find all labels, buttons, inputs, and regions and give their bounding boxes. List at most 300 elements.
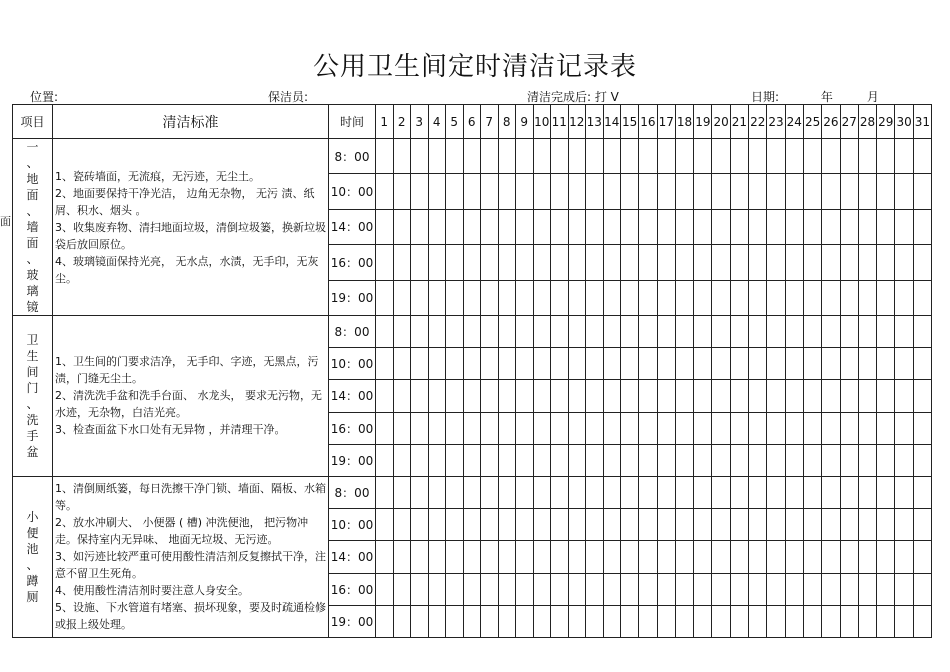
check-cell[interactable] [803, 605, 821, 637]
check-cell[interactable] [568, 174, 586, 209]
check-cell[interactable] [481, 476, 499, 508]
check-cell[interactable] [785, 444, 803, 476]
check-cell[interactable] [822, 316, 840, 348]
check-cell[interactable] [551, 139, 569, 174]
check-cell[interactable] [376, 245, 394, 280]
check-cell[interactable] [376, 476, 394, 508]
check-cell[interactable] [877, 573, 895, 605]
check-cell[interactable] [694, 380, 712, 412]
check-cell[interactable] [428, 245, 446, 280]
check-cell[interactable] [621, 605, 639, 637]
check-cell[interactable] [675, 509, 693, 541]
check-cell[interactable] [533, 573, 551, 605]
check-cell[interactable] [657, 209, 675, 244]
check-cell[interactable] [694, 280, 712, 315]
check-cell[interactable] [694, 541, 712, 573]
check-cell[interactable] [858, 573, 876, 605]
check-cell[interactable] [694, 605, 712, 637]
check-cell[interactable] [498, 174, 516, 209]
check-cell[interactable] [822, 509, 840, 541]
check-cell[interactable] [767, 541, 785, 573]
check-cell[interactable] [411, 245, 429, 280]
check-cell[interactable] [463, 444, 481, 476]
check-cell[interactable] [858, 348, 876, 380]
check-cell[interactable] [877, 245, 895, 280]
check-cell[interactable] [603, 605, 621, 637]
check-cell[interactable] [877, 412, 895, 444]
check-cell[interactable] [568, 139, 586, 174]
check-cell[interactable] [749, 573, 767, 605]
check-cell[interactable] [785, 245, 803, 280]
check-cell[interactable] [712, 174, 730, 209]
check-cell[interactable] [822, 605, 840, 637]
check-cell[interactable] [840, 476, 858, 508]
check-cell[interactable] [730, 541, 748, 573]
check-cell[interactable] [463, 348, 481, 380]
check-cell[interactable] [877, 476, 895, 508]
check-cell[interactable] [840, 412, 858, 444]
check-cell[interactable] [657, 605, 675, 637]
check-cell[interactable] [621, 412, 639, 444]
check-cell[interactable] [694, 245, 712, 280]
check-cell[interactable] [749, 316, 767, 348]
check-cell[interactable] [446, 412, 464, 444]
check-cell[interactable] [568, 541, 586, 573]
check-cell[interactable] [376, 380, 394, 412]
check-cell[interactable] [393, 174, 411, 209]
check-cell[interactable] [498, 573, 516, 605]
check-cell[interactable] [749, 444, 767, 476]
check-cell[interactable] [895, 245, 913, 280]
check-cell[interactable] [767, 444, 785, 476]
check-cell[interactable] [551, 348, 569, 380]
check-cell[interactable] [803, 174, 821, 209]
check-cell[interactable] [657, 444, 675, 476]
check-cell[interactable] [481, 209, 499, 244]
check-cell[interactable] [411, 280, 429, 315]
check-cell[interactable] [913, 139, 931, 174]
check-cell[interactable] [657, 139, 675, 174]
check-cell[interactable] [393, 444, 411, 476]
check-cell[interactable] [463, 209, 481, 244]
check-cell[interactable] [785, 605, 803, 637]
check-cell[interactable] [877, 444, 895, 476]
check-cell[interactable] [533, 380, 551, 412]
check-cell[interactable] [411, 605, 429, 637]
check-cell[interactable] [877, 380, 895, 412]
check-cell[interactable] [639, 245, 657, 280]
check-cell[interactable] [586, 209, 604, 244]
check-cell[interactable] [858, 209, 876, 244]
check-cell[interactable] [803, 245, 821, 280]
check-cell[interactable] [840, 509, 858, 541]
check-cell[interactable] [463, 139, 481, 174]
check-cell[interactable] [858, 509, 876, 541]
check-cell[interactable] [895, 209, 913, 244]
check-cell[interactable] [376, 139, 394, 174]
check-cell[interactable] [858, 139, 876, 174]
check-cell[interactable] [516, 476, 534, 508]
check-cell[interactable] [767, 509, 785, 541]
check-cell[interactable] [767, 605, 785, 637]
check-cell[interactable] [712, 605, 730, 637]
check-cell[interactable] [694, 412, 712, 444]
check-cell[interactable] [730, 280, 748, 315]
check-cell[interactable] [533, 174, 551, 209]
check-cell[interactable] [533, 412, 551, 444]
check-cell[interactable] [822, 139, 840, 174]
check-cell[interactable] [393, 139, 411, 174]
check-cell[interactable] [586, 412, 604, 444]
check-cell[interactable] [840, 444, 858, 476]
check-cell[interactable] [895, 316, 913, 348]
check-cell[interactable] [393, 380, 411, 412]
check-cell[interactable] [428, 573, 446, 605]
check-cell[interactable] [376, 412, 394, 444]
check-cell[interactable] [822, 174, 840, 209]
check-cell[interactable] [675, 316, 693, 348]
check-cell[interactable] [621, 541, 639, 573]
check-cell[interactable] [913, 348, 931, 380]
check-cell[interactable] [694, 509, 712, 541]
check-cell[interactable] [877, 139, 895, 174]
check-cell[interactable] [694, 348, 712, 380]
check-cell[interactable] [551, 573, 569, 605]
check-cell[interactable] [822, 280, 840, 315]
check-cell[interactable] [621, 209, 639, 244]
check-cell[interactable] [858, 476, 876, 508]
check-cell[interactable] [533, 209, 551, 244]
check-cell[interactable] [803, 280, 821, 315]
check-cell[interactable] [877, 605, 895, 637]
check-cell[interactable] [767, 245, 785, 280]
check-cell[interactable] [516, 316, 534, 348]
check-cell[interactable] [858, 245, 876, 280]
check-cell[interactable] [621, 316, 639, 348]
check-cell[interactable] [639, 174, 657, 209]
check-cell[interactable] [803, 573, 821, 605]
check-cell[interactable] [621, 139, 639, 174]
check-cell[interactable] [551, 209, 569, 244]
check-cell[interactable] [446, 209, 464, 244]
check-cell[interactable] [657, 412, 675, 444]
check-cell[interactable] [376, 209, 394, 244]
check-cell[interactable] [516, 573, 534, 605]
check-cell[interactable] [840, 380, 858, 412]
check-cell[interactable] [621, 280, 639, 315]
check-cell[interactable] [393, 209, 411, 244]
check-cell[interactable] [428, 139, 446, 174]
check-cell[interactable] [694, 174, 712, 209]
check-cell[interactable] [730, 509, 748, 541]
check-cell[interactable] [516, 509, 534, 541]
check-cell[interactable] [621, 380, 639, 412]
check-cell[interactable] [730, 348, 748, 380]
check-cell[interactable] [694, 573, 712, 605]
check-cell[interactable] [895, 605, 913, 637]
check-cell[interactable] [463, 476, 481, 508]
check-cell[interactable] [895, 573, 913, 605]
check-cell[interactable] [895, 139, 913, 174]
check-cell[interactable] [675, 476, 693, 508]
check-cell[interactable] [803, 139, 821, 174]
check-cell[interactable] [411, 476, 429, 508]
check-cell[interactable] [516, 348, 534, 380]
check-cell[interactable] [481, 412, 499, 444]
check-cell[interactable] [376, 444, 394, 476]
check-cell[interactable] [568, 245, 586, 280]
check-cell[interactable] [675, 280, 693, 315]
check-cell[interactable] [840, 348, 858, 380]
check-cell[interactable] [675, 412, 693, 444]
check-cell[interactable] [675, 605, 693, 637]
check-cell[interactable] [749, 605, 767, 637]
check-cell[interactable] [481, 348, 499, 380]
check-cell[interactable] [913, 476, 931, 508]
check-cell[interactable] [621, 509, 639, 541]
check-cell[interactable] [498, 380, 516, 412]
check-cell[interactable] [767, 348, 785, 380]
check-cell[interactable] [749, 209, 767, 244]
check-cell[interactable] [428, 380, 446, 412]
check-cell[interactable] [749, 541, 767, 573]
check-cell[interactable] [463, 280, 481, 315]
check-cell[interactable] [877, 316, 895, 348]
check-cell[interactable] [895, 541, 913, 573]
check-cell[interactable] [428, 605, 446, 637]
check-cell[interactable] [785, 174, 803, 209]
check-cell[interactable] [895, 509, 913, 541]
check-cell[interactable] [749, 348, 767, 380]
check-cell[interactable] [840, 139, 858, 174]
check-cell[interactable] [376, 573, 394, 605]
check-cell[interactable] [603, 245, 621, 280]
check-cell[interactable] [498, 139, 516, 174]
check-cell[interactable] [657, 541, 675, 573]
check-cell[interactable] [603, 509, 621, 541]
check-cell[interactable] [913, 174, 931, 209]
check-cell[interactable] [694, 209, 712, 244]
check-cell[interactable] [858, 444, 876, 476]
check-cell[interactable] [411, 316, 429, 348]
check-cell[interactable] [533, 509, 551, 541]
check-cell[interactable] [411, 509, 429, 541]
check-cell[interactable] [376, 348, 394, 380]
check-cell[interactable] [840, 245, 858, 280]
check-cell[interactable] [694, 139, 712, 174]
check-cell[interactable] [694, 476, 712, 508]
check-cell[interactable] [785, 209, 803, 244]
check-cell[interactable] [712, 209, 730, 244]
check-cell[interactable] [516, 605, 534, 637]
check-cell[interactable] [533, 444, 551, 476]
check-cell[interactable] [730, 444, 748, 476]
check-cell[interactable] [533, 605, 551, 637]
check-cell[interactable] [568, 412, 586, 444]
check-cell[interactable] [551, 245, 569, 280]
check-cell[interactable] [411, 174, 429, 209]
check-cell[interactable] [877, 541, 895, 573]
check-cell[interactable] [913, 605, 931, 637]
check-cell[interactable] [712, 412, 730, 444]
check-cell[interactable] [767, 209, 785, 244]
check-cell[interactable] [767, 476, 785, 508]
check-cell[interactable] [675, 174, 693, 209]
check-cell[interactable] [858, 380, 876, 412]
check-cell[interactable] [603, 348, 621, 380]
check-cell[interactable] [586, 444, 604, 476]
check-cell[interactable] [603, 139, 621, 174]
check-cell[interactable] [603, 174, 621, 209]
check-cell[interactable] [551, 412, 569, 444]
check-cell[interactable] [551, 316, 569, 348]
check-cell[interactable] [858, 541, 876, 573]
check-cell[interactable] [749, 245, 767, 280]
check-cell[interactable] [621, 348, 639, 380]
check-cell[interactable] [516, 174, 534, 209]
check-cell[interactable] [895, 280, 913, 315]
check-cell[interactable] [895, 348, 913, 380]
check-cell[interactable] [411, 541, 429, 573]
check-cell[interactable] [568, 605, 586, 637]
check-cell[interactable] [803, 412, 821, 444]
check-cell[interactable] [785, 573, 803, 605]
check-cell[interactable] [675, 348, 693, 380]
check-cell[interactable] [639, 280, 657, 315]
check-cell[interactable] [749, 174, 767, 209]
check-cell[interactable] [586, 280, 604, 315]
check-cell[interactable] [767, 412, 785, 444]
check-cell[interactable] [428, 209, 446, 244]
check-cell[interactable] [393, 245, 411, 280]
check-cell[interactable] [803, 476, 821, 508]
check-cell[interactable] [446, 380, 464, 412]
check-cell[interactable] [376, 280, 394, 315]
check-cell[interactable] [393, 541, 411, 573]
check-cell[interactable] [803, 541, 821, 573]
check-cell[interactable] [463, 174, 481, 209]
check-cell[interactable] [675, 444, 693, 476]
check-cell[interactable] [712, 509, 730, 541]
check-cell[interactable] [694, 316, 712, 348]
check-cell[interactable] [913, 509, 931, 541]
check-cell[interactable] [498, 348, 516, 380]
check-cell[interactable] [498, 509, 516, 541]
check-cell[interactable] [376, 174, 394, 209]
check-cell[interactable] [803, 509, 821, 541]
check-cell[interactable] [694, 444, 712, 476]
check-cell[interactable] [767, 139, 785, 174]
check-cell[interactable] [822, 348, 840, 380]
check-cell[interactable] [428, 280, 446, 315]
check-cell[interactable] [712, 573, 730, 605]
check-cell[interactable] [785, 380, 803, 412]
check-cell[interactable] [428, 509, 446, 541]
check-cell[interactable] [516, 380, 534, 412]
check-cell[interactable] [730, 139, 748, 174]
check-cell[interactable] [516, 444, 534, 476]
check-cell[interactable] [749, 139, 767, 174]
check-cell[interactable] [393, 509, 411, 541]
check-cell[interactable] [877, 174, 895, 209]
check-cell[interactable] [639, 412, 657, 444]
check-cell[interactable] [393, 280, 411, 315]
check-cell[interactable] [639, 139, 657, 174]
check-cell[interactable] [840, 316, 858, 348]
check-cell[interactable] [621, 573, 639, 605]
check-cell[interactable] [785, 476, 803, 508]
check-cell[interactable] [675, 380, 693, 412]
check-cell[interactable] [393, 348, 411, 380]
check-cell[interactable] [858, 316, 876, 348]
check-cell[interactable] [913, 380, 931, 412]
check-cell[interactable] [822, 209, 840, 244]
check-cell[interactable] [877, 509, 895, 541]
check-cell[interactable] [551, 380, 569, 412]
check-cell[interactable] [533, 476, 551, 508]
check-cell[interactable] [533, 139, 551, 174]
check-cell[interactable] [803, 316, 821, 348]
check-cell[interactable] [603, 573, 621, 605]
check-cell[interactable] [481, 316, 499, 348]
check-cell[interactable] [463, 316, 481, 348]
check-cell[interactable] [730, 316, 748, 348]
check-cell[interactable] [551, 444, 569, 476]
check-cell[interactable] [913, 412, 931, 444]
check-cell[interactable] [840, 573, 858, 605]
check-cell[interactable] [639, 476, 657, 508]
check-cell[interactable] [858, 174, 876, 209]
check-cell[interactable] [675, 139, 693, 174]
check-cell[interactable] [446, 444, 464, 476]
check-cell[interactable] [657, 573, 675, 605]
check-cell[interactable] [498, 444, 516, 476]
check-cell[interactable] [498, 605, 516, 637]
check-cell[interactable] [840, 541, 858, 573]
check-cell[interactable] [586, 245, 604, 280]
check-cell[interactable] [376, 541, 394, 573]
check-cell[interactable] [822, 476, 840, 508]
check-cell[interactable] [822, 444, 840, 476]
check-cell[interactable] [858, 605, 876, 637]
check-cell[interactable] [411, 412, 429, 444]
check-cell[interactable] [803, 444, 821, 476]
check-cell[interactable] [446, 573, 464, 605]
check-cell[interactable] [822, 541, 840, 573]
check-cell[interactable] [446, 476, 464, 508]
check-cell[interactable] [730, 174, 748, 209]
check-cell[interactable] [428, 316, 446, 348]
check-cell[interactable] [481, 541, 499, 573]
check-cell[interactable] [895, 380, 913, 412]
check-cell[interactable] [481, 245, 499, 280]
check-cell[interactable] [639, 316, 657, 348]
check-cell[interactable] [712, 245, 730, 280]
check-cell[interactable] [568, 444, 586, 476]
check-cell[interactable] [785, 541, 803, 573]
check-cell[interactable] [712, 476, 730, 508]
check-cell[interactable] [767, 380, 785, 412]
check-cell[interactable] [858, 412, 876, 444]
check-cell[interactable] [913, 280, 931, 315]
check-cell[interactable] [785, 139, 803, 174]
check-cell[interactable] [913, 541, 931, 573]
check-cell[interactable] [446, 245, 464, 280]
check-cell[interactable] [730, 476, 748, 508]
check-cell[interactable] [411, 573, 429, 605]
check-cell[interactable] [428, 174, 446, 209]
check-cell[interactable] [463, 509, 481, 541]
